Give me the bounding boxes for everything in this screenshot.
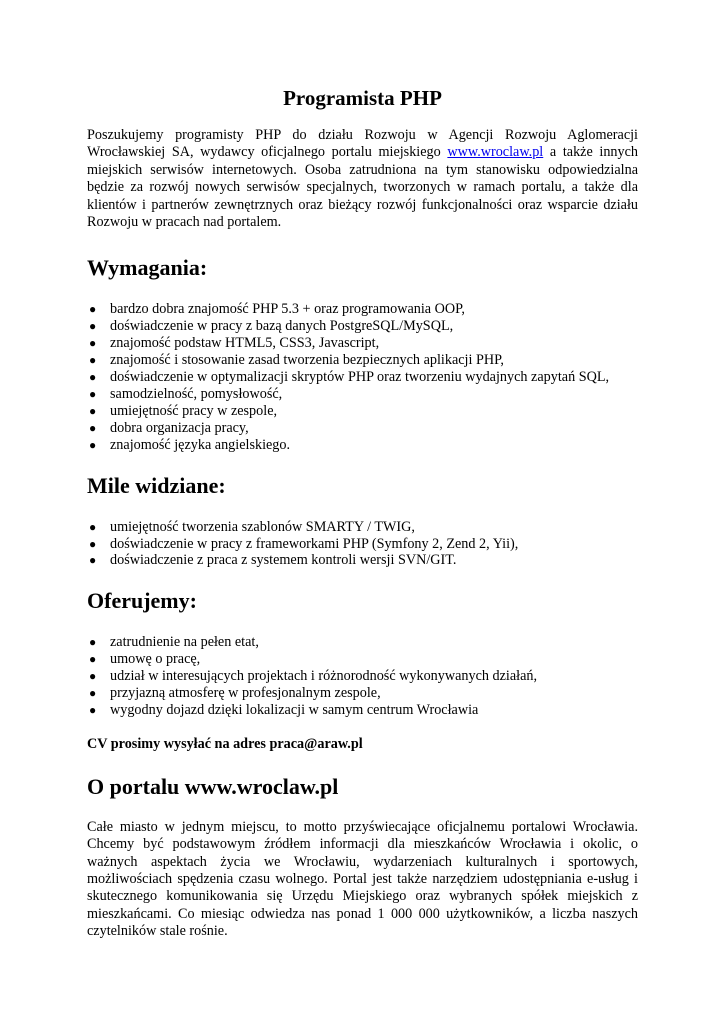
offer-heading: Oferujemy:: [87, 588, 197, 614]
list-item-text: znajomość podstaw HTML5, CSS3, Javascript,: [110, 335, 380, 352]
list-item-text: doświadczenie w pracy z frameworkami PHP (Symfony 2, Zend 2, Yii),: [110, 535, 519, 552]
offer-list: [87, 634, 638, 719]
requirements-list: [87, 301, 638, 453]
list-item-text: umowę o pracę,: [110, 651, 201, 668]
bullet-icon: ●: [89, 686, 97, 701]
bullet-icon: ●: [89, 553, 97, 568]
list-item-text: zatrudnienie na pełen etat,: [110, 634, 259, 651]
list-item: [87, 386, 638, 403]
cv-instruction: CV prosimy wysyłać na adres praca@araw.pl: [87, 735, 363, 752]
list-item: [87, 335, 638, 352]
about-heading: O portalu www.wroclaw.pl: [87, 773, 339, 799]
bullet-icon: ●: [89, 437, 97, 452]
list-item: [87, 403, 638, 420]
intro-text-before: Poszukujemy programisty PHP do działu Rozwoju w Agencji Rozwoju Aglomeracji Wrocławskiej SA, wydawcy oficjalnego portalu miejskiego: [87, 127, 638, 161]
list-item: [87, 552, 638, 569]
bullet-icon: ●: [89, 370, 97, 385]
bullet-icon: ●: [89, 386, 97, 401]
list-item: [87, 651, 638, 668]
list-item-text: bardzo dobra znajomość PHP 5.3 + oraz programowania OOP,: [110, 301, 465, 318]
list-item: [87, 352, 638, 369]
list-item-text: doświadczenie w pracy z bazą danych PostgreSQL/MySQL,: [110, 318, 454, 335]
bullet-icon: ●: [89, 420, 97, 435]
list-item-text: umiejętność pracy w zespole,: [110, 402, 278, 419]
bullet-icon: ●: [89, 635, 97, 650]
list-item-text: udział w interesujących projektach i różnorodność wykonywanych działań,: [110, 668, 538, 685]
list-item: [87, 437, 638, 454]
list-item-text: doświadczenie z praca z systemem kontroli wersji SVN/GIT.: [110, 552, 457, 569]
list-item-text: doświadczenie w optymalizacji skryptów PHP oraz tworzeniu wydajnych zapytań SQL,: [110, 369, 610, 386]
list-item: [87, 369, 638, 386]
list-item: [87, 318, 638, 335]
list-item: [87, 685, 638, 702]
nice-to-have-heading: Mile widziane:: [87, 472, 226, 498]
bullet-icon: ●: [89, 403, 97, 418]
list-item-text: dobra organizacja pracy,: [110, 419, 249, 436]
list-item: [87, 519, 638, 536]
bullet-icon: ●: [89, 702, 97, 717]
intro-paragraph: [87, 127, 638, 231]
list-item-text: wygodny dojazd dzięki lokalizacji w samym centrum Wrocławia: [110, 701, 479, 718]
list-item-text: samodzielność, pomysłowość,: [110, 385, 283, 402]
list-item-text: znajomość języka angielskiego.: [110, 436, 291, 453]
list-item: [87, 536, 638, 553]
intro-text-after: a także innych miejskich serwisów internetowych. Osoba zatrudniona na tym stanowisku odpowiedzialna będzie za rozwój nowych serwisów specjalnych, tworzonych w ramach portalu, a także dla klientów i partnerów zewnętrznych oraz bieżący rozwój funkcjonalności oraz wsparcie działu Rozwoju w pracach nad portalem.: [87, 144, 639, 231]
list-item-text: umiejętność tworzenia szablonów SMARTY / TWIG,: [110, 518, 415, 535]
bullet-icon: ●: [89, 353, 97, 368]
bullet-icon: ●: [89, 336, 97, 351]
list-item: [87, 668, 638, 685]
bullet-icon: ●: [89, 302, 97, 317]
requirements-heading: Wymagania:: [87, 255, 208, 281]
list-item: [87, 634, 638, 651]
list-item: [87, 301, 638, 318]
bullet-icon: ●: [89, 536, 97, 551]
page-title: Programista PHP: [283, 86, 442, 110]
list-item: [87, 702, 638, 719]
nice-to-have-list: [87, 519, 638, 570]
bullet-icon: ●: [89, 519, 97, 534]
list-item-text: znajomość i stosowanie zasad tworzenia bezpiecznych aplikacji PHP,: [110, 352, 504, 369]
about-paragraph: Całe miasto w jednym miejscu, to motto przyświecające oficjalnemu portalowi Wrocławia. Chcemy być podstawowym źródłem informacji dla mieszkańców Wrocławia i okolic, o ważnych aspektach życia we Wrocławiu, wydarzeniach kulturalnych i sportowych, możliwościach spędzenia czasu wolnego. Portal jest także narzędziem udostępniania e-usług i skutecznego komunikowania się Urzędu Miejskiego oraz wybranych spółek miejskich z mieszkańcami. Co miesiąc odwiedza nas ponad 1 000 000 użytkowników, a liczba naszych czytelników stale rośnie.: [87, 818, 638, 940]
wroclaw-link[interactable]: www.wroclaw.pl: [447, 144, 544, 161]
list-item: [87, 420, 638, 437]
bullet-icon: ●: [89, 669, 97, 684]
bullet-icon: ●: [89, 319, 97, 334]
bullet-icon: ●: [89, 652, 97, 667]
list-item-text: przyjazną atmosferę w profesjonalnym zespole,: [110, 685, 381, 702]
